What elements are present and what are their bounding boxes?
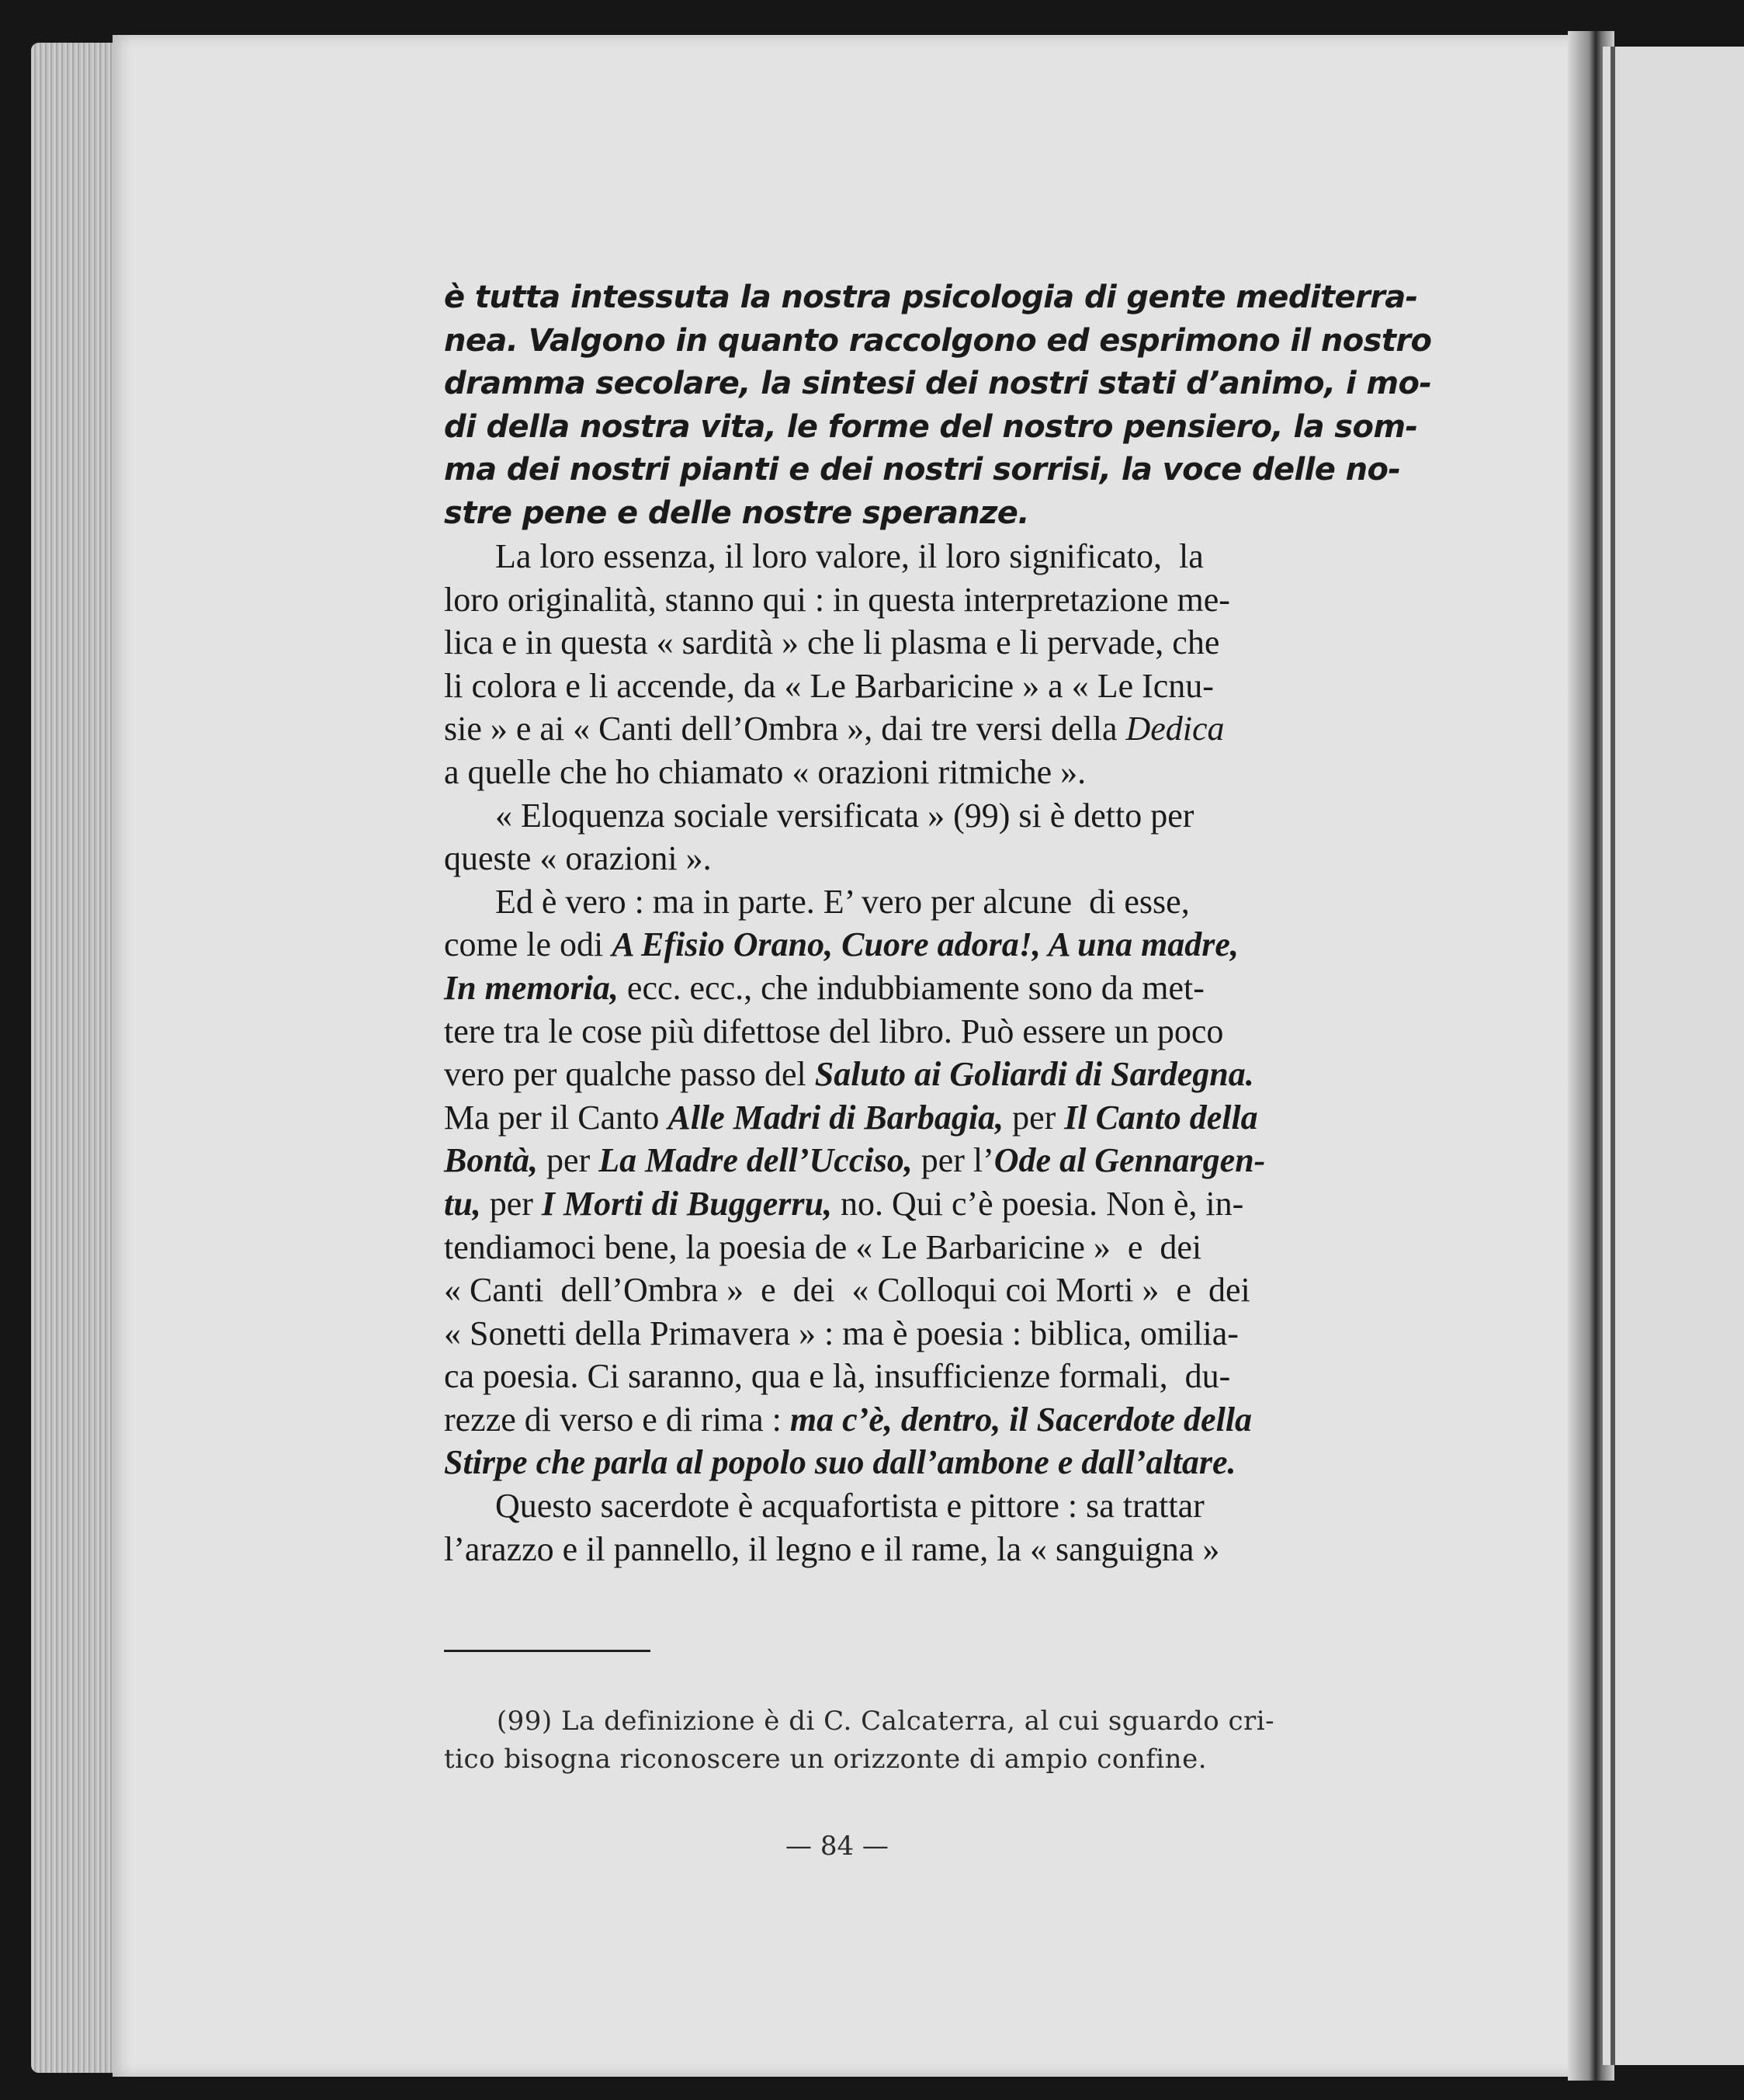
text-line: l’arazzo e il pannello, il legno e il rame, la « sanguigna » bbox=[444, 1529, 1220, 1568]
text-run: Ma per il Canto bbox=[444, 1098, 668, 1137]
italic-title: In memoria, bbox=[444, 968, 619, 1007]
italic-title: La Madre dell’Ucciso, bbox=[598, 1141, 913, 1180]
text-run: ecc. ecc., che indubbiamente sono da met- bbox=[618, 968, 1205, 1007]
text-line bbox=[444, 1441, 1366, 1484]
text-line: tere tra le cose più difettose del libro. Può essere un poco bbox=[444, 1012, 1224, 1050]
text-line bbox=[444, 967, 1366, 1010]
text-line: nea. Valgono in quanto raccolgono ed esprimono il nostro bbox=[444, 322, 1432, 359]
text-line bbox=[444, 1096, 1366, 1140]
facing-page bbox=[1603, 47, 1744, 2065]
facing-page-edge bbox=[1611, 47, 1615, 2065]
italic-title: A Efisio Orano, Cuore adora!, A una madre, bbox=[612, 925, 1239, 964]
text-line: a quelle che ho chiamato « orazioni ritmiche ». bbox=[444, 752, 1087, 791]
text-run: come le odi bbox=[444, 925, 612, 964]
paragraph-essenza bbox=[444, 535, 1366, 794]
text-line: tendiamoci bene, la poesia de « Le Barbaricine » e dei bbox=[444, 1227, 1202, 1266]
intro-paragraph bbox=[444, 276, 1432, 535]
text-line: loro originalità, stanno qui : in questa interpretazione me- bbox=[444, 580, 1230, 619]
page-number bbox=[0, 1831, 1744, 1862]
text-line: lica e in questa « sardità » che li plasma e li pervade, che bbox=[444, 623, 1220, 662]
italic-title: Ode al Gennargen- bbox=[993, 1141, 1266, 1180]
text-line: ma dei nostri pianti e dei nostri sorrisi, la voce delle no- bbox=[444, 452, 1401, 488]
text-run: rezze di verso e di rima : bbox=[444, 1400, 790, 1439]
footnote-line: tico bisogna riconoscere un orizzonte di ampio confine. bbox=[444, 1744, 1208, 1775]
text-run: no. Qui c’è poesia. Non è, in- bbox=[832, 1184, 1244, 1223]
text-run: per bbox=[1004, 1098, 1065, 1137]
text-line: li colora e li accende, da « Le Barbaricine » a « Le Icnu- bbox=[444, 666, 1214, 705]
italic-title: Saluto ai Goliardi di Sardegna. bbox=[814, 1055, 1254, 1094]
italic-title: Il Canto della bbox=[1064, 1098, 1258, 1137]
italic-phrase: Stirpe che parla al popolo suo dall’ambone e dall’altare. bbox=[444, 1443, 1236, 1482]
text-line: « Canti dell’Ombra » e dei « Colloqui coi Morti » e dei bbox=[444, 1271, 1250, 1310]
text-line: La loro essenza, il loro valore, il loro significato, la bbox=[444, 537, 1204, 575]
text-line: Ed è vero : ma in parte. E’ vero per alcune di esse, bbox=[444, 882, 1190, 921]
text-line: di della nostra vita, le forme del nostro pensiero, la som- bbox=[444, 408, 1418, 445]
text-line: stre pene e delle nostre speranze. bbox=[444, 495, 1029, 531]
italic-title: Dedica bbox=[1125, 710, 1225, 748]
text-line: queste « orazioni ». bbox=[444, 839, 712, 878]
italic-title: Bontà, bbox=[444, 1141, 539, 1180]
main-text bbox=[444, 276, 1432, 1571]
text-line bbox=[444, 1139, 1366, 1182]
text-run: per bbox=[538, 1141, 599, 1180]
paragraph-ed-e-vero bbox=[444, 880, 1366, 1484]
italic-title: Alle Madri di Barbagia, bbox=[667, 1098, 1004, 1137]
page-edges bbox=[31, 43, 124, 2073]
footnote bbox=[444, 1703, 1366, 1779]
footnote-rule bbox=[444, 1650, 650, 1652]
text-line bbox=[444, 1182, 1366, 1226]
text-line: dramma secolare, la sintesi dei nostri stati d’animo, i mo- bbox=[444, 366, 1432, 401]
text-line bbox=[444, 923, 1366, 967]
text-line: Questo sacerdote è acquafortista e pittore : sa trattar bbox=[444, 1487, 1205, 1526]
text-line bbox=[444, 1053, 1366, 1096]
text-run: per bbox=[480, 1184, 542, 1223]
italic-title: I Morti di Buggerru, bbox=[541, 1184, 832, 1223]
footnote-line: (99) La definizione è di C. Calcaterra, al cui sguardo cri- bbox=[444, 1706, 1275, 1737]
text-line: ca poesia. Ci saranno, qua e là, insufficienze formali, du- bbox=[444, 1357, 1231, 1396]
text-run: sie » e ai « Canti dell’Ombra », dai tre versi della bbox=[444, 710, 1118, 748]
text-run: per l’ bbox=[912, 1141, 994, 1180]
page-number-text: — 84 — bbox=[785, 1831, 889, 1862]
italic-phrase: ma c’è, dentro, il Sacerdote della bbox=[789, 1400, 1253, 1439]
text-run: vero per qualche passo del bbox=[444, 1055, 815, 1094]
paragraph-sacerdote bbox=[444, 1484, 1366, 1571]
text-line: è tutta intessuta la nostra psicologia di gente mediterra- bbox=[444, 279, 1418, 315]
text-line: « Eloquenza sociale versificata » (99) si è detto per bbox=[444, 796, 1194, 835]
text-line bbox=[444, 1398, 1366, 1442]
italic-title: tu, bbox=[444, 1184, 481, 1223]
text-line: « Sonetti della Primavera » : ma è poesia : biblica, omilia- bbox=[444, 1314, 1239, 1352]
text-line bbox=[444, 707, 1366, 751]
paragraph-eloquenza bbox=[444, 794, 1366, 880]
